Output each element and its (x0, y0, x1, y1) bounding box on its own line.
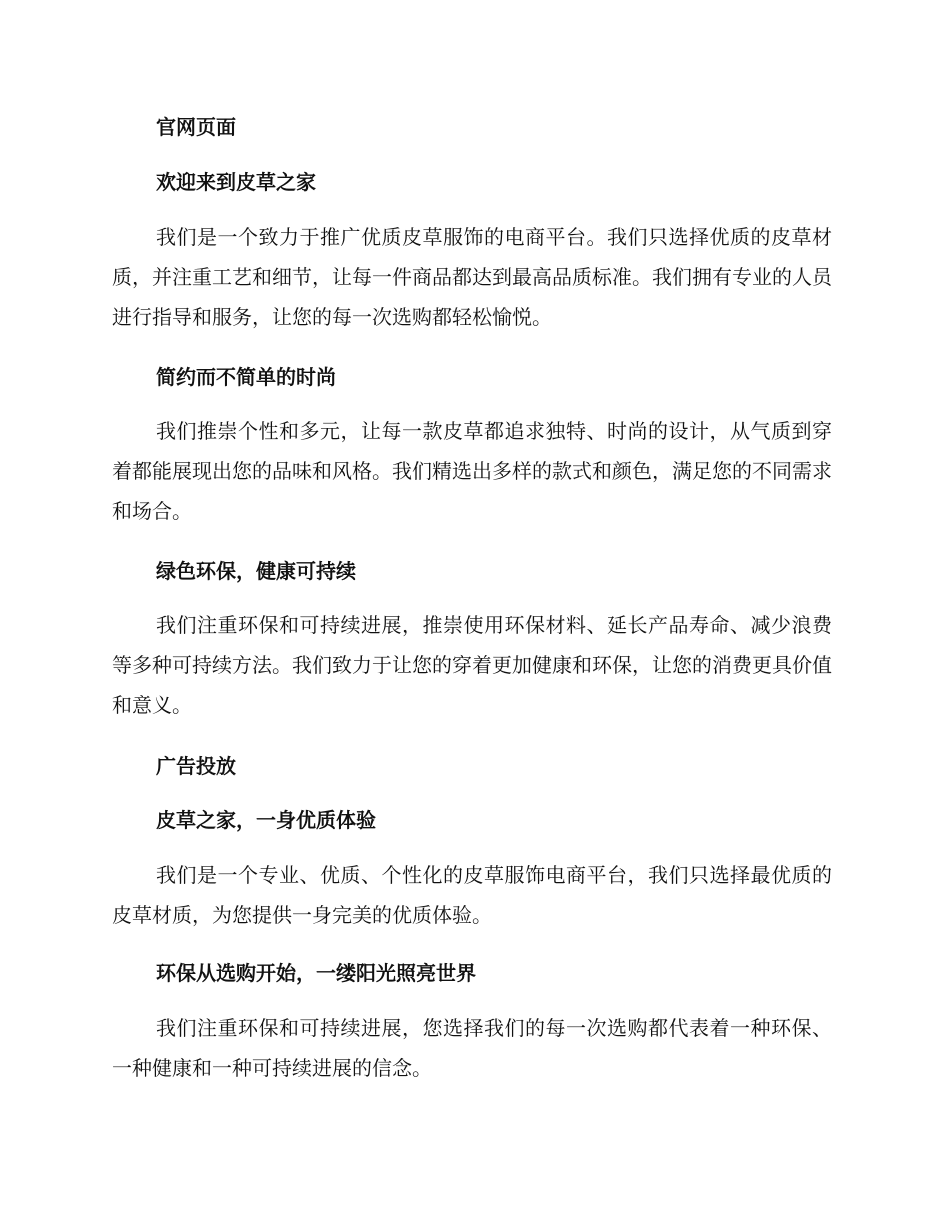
paragraph-fashion: 我们推崇个性和多元，让每一款皮草都追求独特、时尚的设计，从气质到穿着都能展现出您的品味和风格。我们精选出多样的款式和颜色，满足您的不同需求和场合。 (112, 419, 832, 523)
heading-eco-shopping: 环保从选购开始，一缕阳光照亮世界 (156, 961, 476, 985)
heading-quality-experience: 皮草之家，一身优质体验 (156, 808, 376, 832)
paragraph-eco: 我们注重环保和可持续进展，推崇使用环保材料、延长产品寿命、减少浪费等多种可持续方法。我们致力于让您的穿着更加健康和环保，让您的消费更具价值和意义。 (112, 613, 832, 717)
heading-eco: 绿色环保，健康可持续 (156, 559, 356, 583)
paragraph-quality-experience: 我们是一个专业、优质、个性化的皮草服饰电商平台，我们只选择最优质的皮草材质，为您提供一身完美的优质体验。 (112, 863, 832, 927)
heading-official-page: 官网页面 (156, 115, 236, 139)
paragraph-eco-shopping: 我们注重环保和可持续进展，您选择我们的每一次选购都代表着一种环保、一种健康和一种可持续进展的信念。 (112, 1016, 832, 1080)
heading-welcome: 欢迎来到皮草之家 (156, 170, 316, 194)
paragraph-intro: 我们是一个致力于推广优质皮草服饰的电商平台。我们只选择优质的皮草材质，并注重工艺和细节，让每一件商品都达到最高品质标准。我们拥有专业的人员进行指导和服务，让您的每一次选购都轻松愉悦。 (112, 225, 832, 329)
heading-fashion: 简约而不简单的时尚 (156, 365, 336, 389)
heading-ads: 广告投放 (156, 754, 236, 778)
